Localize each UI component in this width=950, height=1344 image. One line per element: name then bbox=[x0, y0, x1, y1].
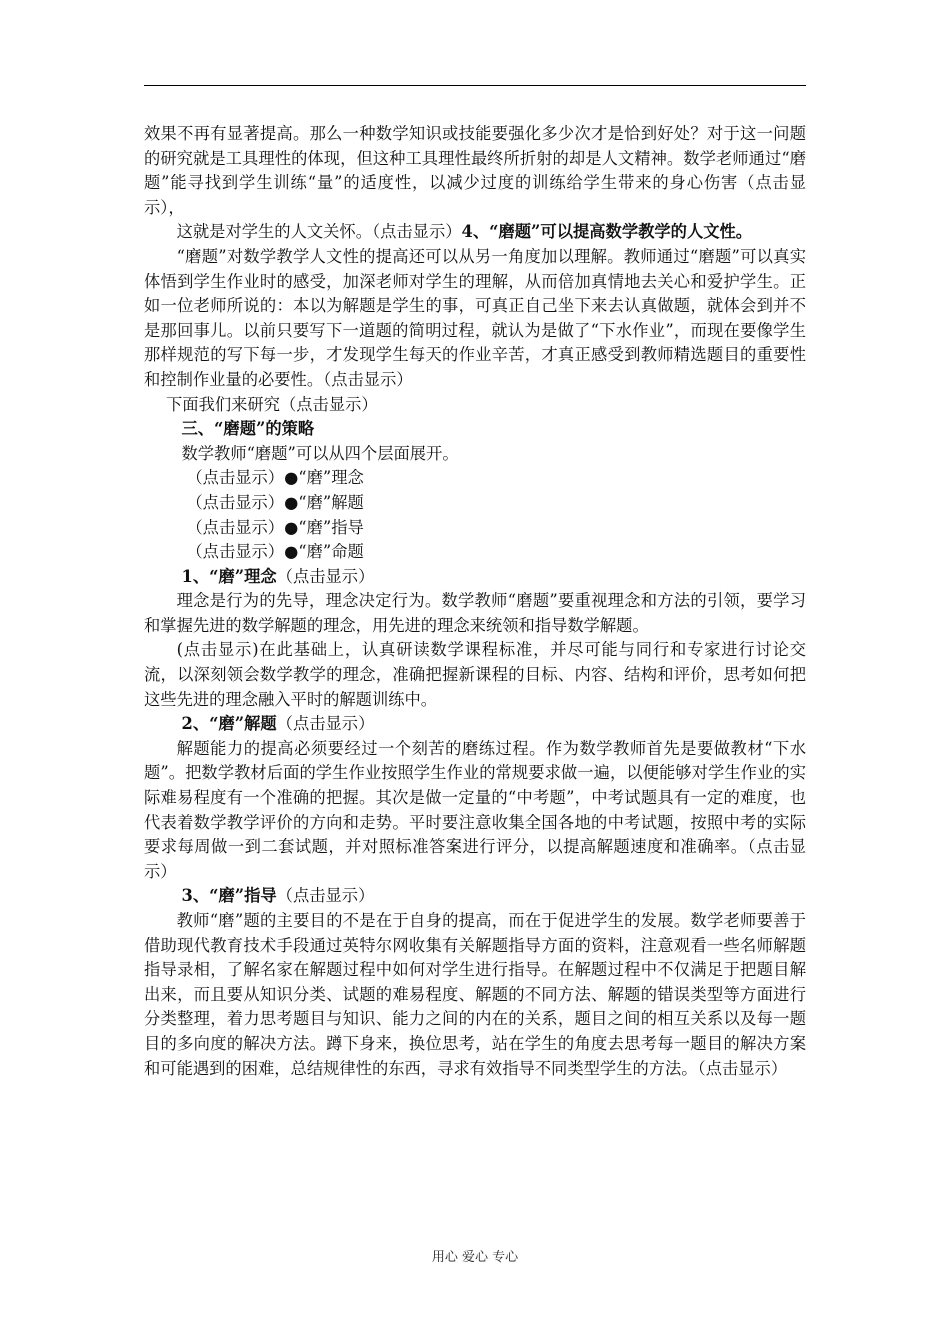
page-footer: 用心 爱心 专心 bbox=[431, 1250, 519, 1265]
document-body bbox=[144, 122, 806, 1081]
subsection-3-heading: 3、“磨”指导（点击显示） bbox=[181, 886, 375, 906]
strategy-item: （点击显示）●“磨”解题 bbox=[186, 492, 364, 512]
strategy-item: （点击显示）●“磨”理念 bbox=[186, 468, 364, 488]
paragraph-4: 下面我们来研究（点击显示） bbox=[166, 394, 378, 414]
paragraph-1: 效果不再有显著提高。那么一种数学知识或技能要强化多少次才是恰到好处？对于这一问题的研究就是工具理性的体现，但这种工具理性最终所折射的却是人文精神。数学老师通过“磨题”能寻找到学生训练“量”的适度性，以减少过度的训练给学生带来的身心伤害（点击显示）， bbox=[144, 124, 806, 217]
subsection-1-paragraph-2: (点击显示)在此基础上，认真研读数学课程标准，并尽可能与同行和专家进行讨论交流，以深刻领会数学教学的理念，准确把握新课程的目标、内容、结构和评价，思考如何把这些先进的理念融入平时的解题训练中。 bbox=[144, 640, 806, 709]
header-rule bbox=[144, 85, 806, 86]
subsection-3-paragraph-1: 教师“磨”题的主要目的不是在于自身的提高，而在于促进学生的发展。数学老师要善于借助现代教育技术手段通过英特尔网收集有关解题指导方面的资料，注意观看一些名师解题指导录相，了解名家在解题过程中如何对学生进行指导。在解题过程中不仅满足于把题目解出来，而且要从知识分类、试题的难易程度、解题的不同方法、解题的错误类型等方面进行分类整理，着力思考题目与知识、能力之间的内在的关系，题目之间的相互关系以及每一题目的多向度的解决方法。蹲下身来，换位思考，站在学生的角度去思考每一题目的解决方案和可能遇到的困难，总结规律性的东西，寻求有效指导不同类型学生的方法。（点击显示） bbox=[144, 911, 806, 1078]
subsection-1-paragraph-1: 理念是行为的先导，理念决定行为。数学教师“磨题”要重视理念和方法的引领，要学习和掌握先进的数学解题的理念，用先进的理念来统领和指导数学解题。 bbox=[144, 591, 806, 635]
subsection-1-heading: 1、“磨”理念（点击显示） bbox=[181, 566, 375, 586]
strategy-item: （点击显示）●“磨”指导 bbox=[186, 517, 364, 537]
subsection-2-paragraph-1: 解题能力的提高必须要经过一个刻苦的磨练过程。作为数学教师首先是要做教材“下水题”。把数学教材后面的学生作业按照学生作业的常规要求做一遍，以便能够对学生作业的实际难易程度有一个准确的把握。其次是做一定量的“中考题”，中考试题具有一定的难度，也代表着数学教学评价的方向和走势。平时要注意收集全国各地的中考试题，按照中考的实际要求每周做一到二套试题，并对照标准答案进行评分，以提高解题速度和准确率。（点击显示） bbox=[144, 738, 806, 881]
paragraph-3: “磨题”对数学教学人文性的提高还可以从另一角度加以理解。教师通过“磨题”可以真实体悟到学生作业时的感受，加深老师对学生的理解，从而倍加真情地去关心和爱护学生。正如一位老师所说的：本以为解题是学生的事，可真正自己坐下来去认真做题，就体会到并不是那回事儿。以前只要写下一道题的简明过程，就认为是做了“下水作业”，而现在要像学生那样规范的写下每一步，才发现学生每天的作业辛苦，才真正感受到教师精选题目的重要性和控制作业量的必要性。（点击显示） bbox=[144, 246, 806, 389]
paragraph-2-text: 这就是对学生的人文关怀。（点击显示） bbox=[176, 222, 462, 242]
heading-4: 4、“磨题”可以提高数学教学的人文性。 bbox=[461, 222, 753, 242]
section-3-heading: 三、“磨题”的策略 bbox=[181, 419, 315, 439]
paragraph-2 bbox=[144, 220, 806, 245]
section-3-intro: 数学教师“磨题”可以从四个层面展开。 bbox=[181, 443, 459, 463]
subsection-2-heading: 2、“磨”解题（点击显示） bbox=[181, 714, 375, 734]
strategy-item: （点击显示）●“磨”命题 bbox=[186, 542, 364, 562]
